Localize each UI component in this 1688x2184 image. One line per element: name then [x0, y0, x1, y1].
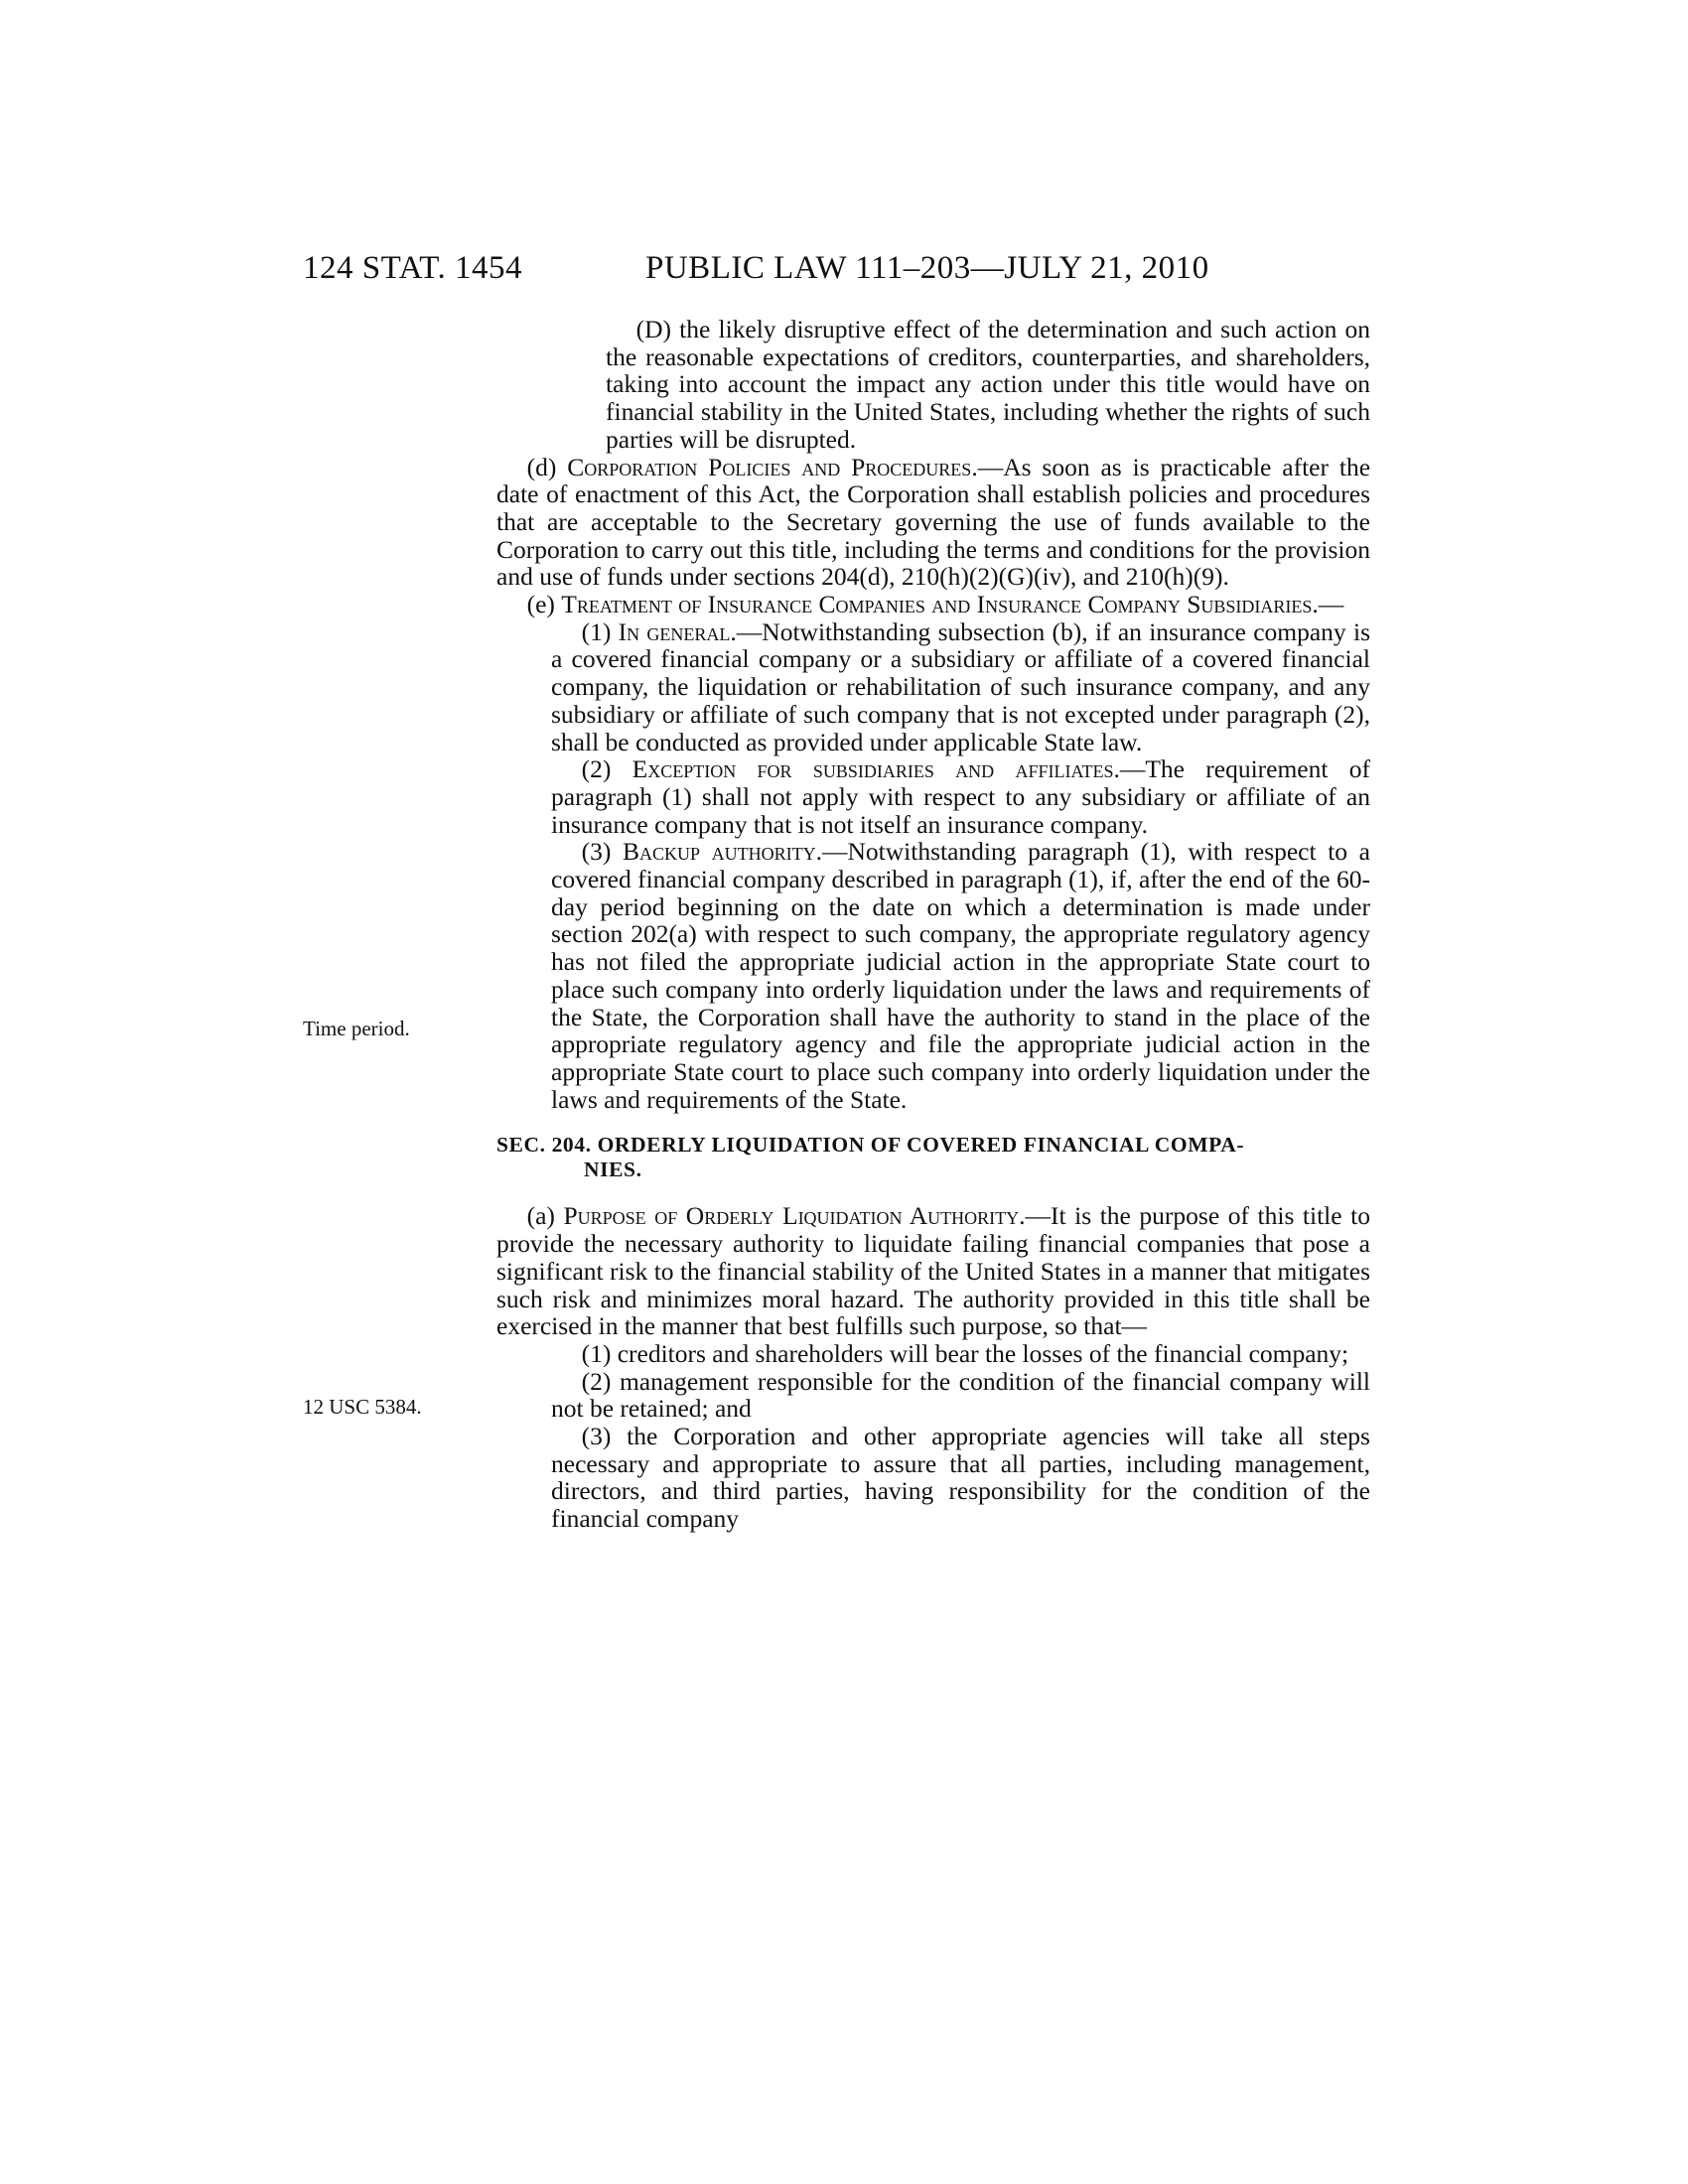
paragraph-e-2-label: (2)	[581, 754, 633, 784]
section-204-heading	[496, 1133, 1370, 1182]
paragraph-e-2-text: .—The requirement of paragraph (1) shall not apply with respect to any subsidiary or affiliate of an insurance company that is not itself an insurance company.	[551, 754, 1371, 839]
paragraph-e-3-text: .—Notwithstanding paragraph (1), with respect to a covered financial company described in paragraph (1), if, after the end of the 60-day period beginning on the date on which a determination is made under section 202(a) with respect to such company, the appropriate regulatory agency has not filed the appropriate judicial action in the appropriate State court to place such company into orderly liquidation under the laws and requirements of the State, the Corporation shall have the authority to stand in the place of the appropriate regulatory agency and file the appropriate judicial action in the appropriate State court to place such company into orderly liquidation under the laws and requirements of the State.	[551, 837, 1371, 1114]
paragraph-e-label: (e)	[526, 590, 562, 619]
paragraph-a-text: .—It is the purpose of this title to provide the necessary authority to liquidate failing financial companies that pose a significant risk to the financial stability of the United States in a manner that mitigates such risk and minimizes moral hazard. The authority provided in this title shall be exercised in the manner that best fulfills such purpose, so that—	[496, 1201, 1370, 1341]
section-204-heading-line1: SEC. 204. ORDERLY LIQUIDATION OF COVERED FINANCIAL COMPA-	[496, 1133, 1245, 1158]
paragraph-d-label: (d)	[526, 452, 568, 481]
paragraph-a-2: (2) management responsible for the condition of the financial company will not be retained; and	[551, 1366, 1370, 1424]
document-body	[496, 316, 1370, 1533]
paragraph-d	[496, 454, 1370, 592]
paragraph-e-2	[551, 755, 1370, 838]
paragraph-e	[496, 591, 1370, 618]
paragraph-e-text: .—	[1312, 590, 1344, 619]
paragraph-d-heading: Corporation Policies and Procedures	[567, 452, 972, 481]
paragraph-e-2-heading: Exception for subsidiaries and affiliates	[632, 754, 1114, 784]
paragraph-D: (D) the likely disruptive effect of the determination and such action on the reasonable expectations of creditors, counterparties, and shareholders, taking into account the impact any action under this title would have on financial stability in the United States, including whether the rights of such parties will be disrupted.	[606, 315, 1370, 454]
paragraph-e-3	[551, 838, 1370, 1113]
paragraph-e-1-heading: In general	[618, 616, 731, 646]
paragraph-a-1: (1) creditors and shareholders will bear the losses of the financial company;	[581, 1338, 1349, 1368]
paragraph-d-text: .—As soon as is practicable after the date of enactment of this Act, the Corporation shall establish policies and procedures that are acceptable to the Secretary governing the use of funds available to the Corporation to carry out this title, including the terms and conditions for the provision and use of funds under sections 204(d), 210(h)(2)(G)(iv), and 210(h)(9).	[496, 452, 1371, 592]
paragraph-a	[496, 1202, 1370, 1340]
margin-note-time-period: Time period.	[303, 1017, 410, 1040]
law-title-header: PUBLIC LAW 111–203—JULY 21, 2010	[645, 250, 1209, 286]
section-204-heading-line2: NIES.	[584, 1158, 642, 1182]
paragraph-e-1	[551, 618, 1370, 756]
paragraph-a-label: (a)	[526, 1201, 564, 1231]
paragraph-e-1-label: (1)	[581, 616, 619, 646]
paragraph-e-3-label: (3)	[581, 837, 623, 867]
paragraph-e-heading: Treatment of Insurance Companies and Insurance Company Subsidiaries	[561, 590, 1313, 619]
paragraph-e-1-text: .—Notwithstanding subsection (b), if an insurance company is a covered financial company or a subsidiary or affiliate of a covered financial company, the liquidation or rehabilitation of such insurance company, and any subsidiary or affiliate of such company that is not excepted under paragraph (2), shall be conducted as provided under applicable State law.	[551, 616, 1370, 756]
stat-page-reference: 124 STAT. 1454	[303, 250, 523, 286]
paragraph-e-3-heading: Backup authority	[622, 837, 816, 867]
paragraph-a-3: (3) the Corporation and other appropriate agencies will take all steps necessary and appropriate to assure that all parties, including management, directors, and third parties, having responsibility for the condition of the financial company	[551, 1422, 1370, 1534]
paragraph-a-heading: Purpose of Orderly Liquidation Authority	[563, 1201, 1020, 1231]
margin-note-usc-reference: 12 USC 5384.	[303, 1395, 422, 1419]
